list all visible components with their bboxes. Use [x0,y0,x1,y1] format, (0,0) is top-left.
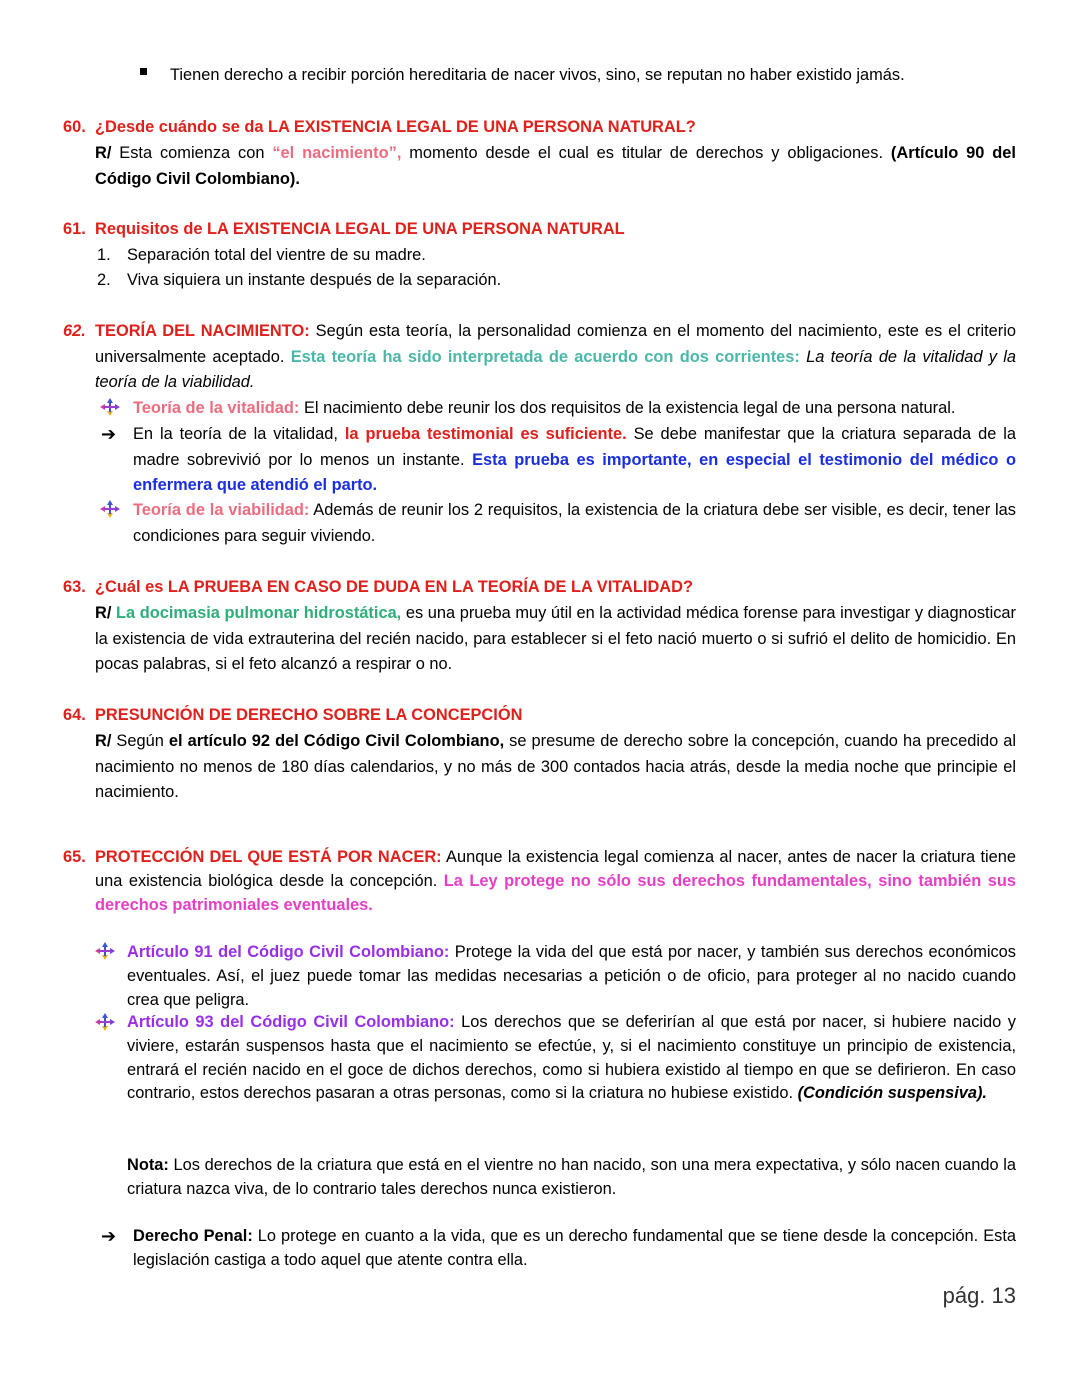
section-60-number: 60. [63,118,86,136]
section-63-body: R/ La docimasia pulmonar hidrostática, es una prueba muy útil en la actividad médica forense para investigar y diagnosticar la existencia de vida extrauterina del recién nacido, para establecer si el feto nació muerto o si sufrió el delito de homicidio. En pocas palabras, si el feto alcanzó a respirar o no. [95,604,1016,673]
section-62-body: TEORÍA DEL NACIMIENTO: Según esta teoría, la personalidad comienza en el momento del nacimiento, este es el criterio universalmente aceptado. Esta teoría ha sido interpretada de acuerdo con dos corrientes: La teoría de la vitalidad y la teoría de la viabilidad. [95,322,1017,391]
nota-paragraph: Nota: Los derechos de la criatura que está en el vientre no han nacido, son una mera expectativa, y sólo nacen cuando la criatura nazca viva, de lo contrario tales derechos nunca existieron. [127,1156,1016,1198]
list-item-number: 1. [97,246,111,264]
section-64-title: PRESUNCIÓN DE DERECHO SOBRE LA CONCEPCIÓN [95,706,523,724]
section-61-number: 61. [63,220,86,238]
page-number: pág. 13 [942,1283,1016,1308]
list-item-number: 2. [97,271,111,289]
section-65-body: PROTECCIÓN DEL QUE ESTÁ POR NACER: Aunque la existencia legal comienza al nacer, antes de nacer la criatura tiene una existencia biológica desde la concepción. La Ley protege no sólo sus derechos fundamentales, sino también sus derechos patrimoniales eventuales. [95,848,1016,914]
section-61-title: Requisitos de LA EXISTENCIA LEGAL DE UNA PERSONA NATURAL [95,220,625,238]
viabilidad-bullet: Teoría de la viabilidad: Además de reunir los 2 requisitos, la existencia de la criatura debe ser visible, es decir, tener las condiciones para seguir viviendo. [133,501,1016,545]
testimonial-bullet: En la teoría de la vitalidad, la prueba testimonial es suficiente. Se debe manifestar que la criatura separada de la madre sobrevivió por lo menos un instante. Esta prueba es importante, en especial el testimonio del médico o enfermera que atendió el parto. [133,425,1016,494]
section-65-number: 65. [63,848,86,866]
arrows-cross-icon [95,1013,115,1031]
intro-bullet-text: Tienen derecho a recibir porción hereditaria de nacer vivos, sino, se reputan no haber existido jamás. [170,66,905,84]
right-arrow-icon: ➔ [101,1226,117,1246]
section-60-body: R/ Esta comienza con “el nacimiento”, momento desde el cual es titular de derechos y obligaciones. (Artículo 90 del Código Civil Colombiano). [95,144,1016,188]
section-64-number: 64. [63,706,86,724]
square-bullet-icon [140,68,147,75]
articulo-93-bullet: Artículo 93 del Código Civil Colombiano: Los derechos que se deferirían al que está por nacer, si hubiere nacido y viviere, estarán suspensos hasta que el nacimiento se efectúe, y, si el nacimiento constituye un principio de existencia, entrará el recién nacido en el goce de dichos derechos, como si hubiera existido al tiempo en que se defirieron. En caso contrario, estos derechos pasaran a otras personas, como si la criatura no hubiese existido. (Condición suspensiva). [127,1013,1016,1103]
articulo-91-bullet: Artículo 91 del Código Civil Colombiano: Protege la vida del que está por nacer, y también sus derechos económicos eventuales. Así, el juez puede tomar las medidas necesarias a petición o de oficio, para proteger al no nacido cuando crea que peligra. [127,943,1016,1009]
list-item: Viva siquiera un instante después de la separación. [127,271,502,289]
arrows-cross-icon [95,942,115,960]
right-arrow-icon: ➔ [101,424,117,444]
section-64-body: R/ Según el artículo 92 del Código Civil Colombiano, se presume de derecho sobre la concepción, cuando ha precedido al nacimiento no menos de 180 días calendarios, y no más de 300 contados hacia atrás, desde la media noche que principie el nacimiento. [95,732,1016,801]
derecho-penal-bullet: Derecho Penal: Lo protege en cuanto a la vida, que es un derecho fundamental que se tiene desde la concepción. Esta legislación castiga a todo aquel que atente contra ella. [133,1227,1016,1269]
section-62-number: 62. [63,322,86,340]
list-item: Separación total del vientre de su madre. [127,246,426,264]
vitalidad-bullet: Teoría de la vitalidad: El nacimiento debe reunir los dos requisitos de la existencia legal de una persona natural. [133,399,956,417]
section-63-number: 63. [63,578,86,596]
arrows-cross-icon [100,398,120,416]
section-63-title: ¿Cuál es LA PRUEBA EN CASO DE DUDA EN LA TEORÍA DE LA VITALIDAD? [95,578,693,596]
section-60-title: ¿Desde cuándo se da LA EXISTENCIA LEGAL DE UNA PERSONA NATURAL? [95,118,696,136]
arrows-cross-icon [100,500,120,518]
